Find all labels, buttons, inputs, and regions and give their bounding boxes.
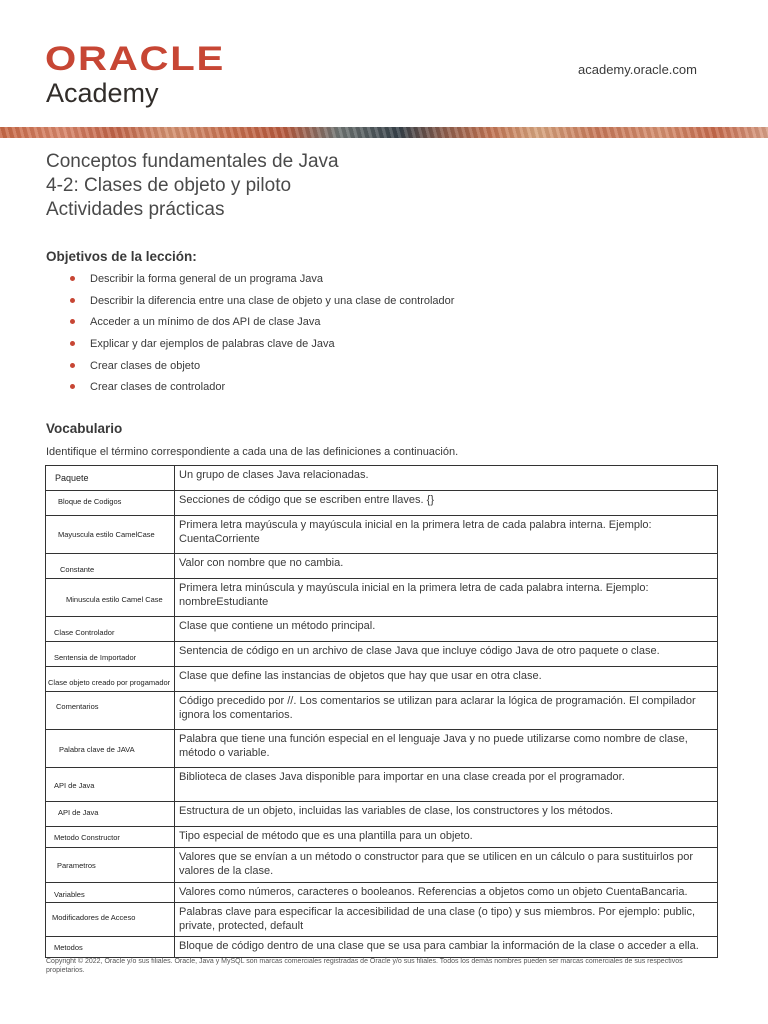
table-row xyxy=(46,903,718,937)
term-cell[interactable]: Variables xyxy=(46,883,175,903)
definition-cell: Sentencia de código en un archivo de clase Java que incluye código Java de otro paquete o clase. xyxy=(175,642,718,667)
term-cell[interactable]: Comentarios xyxy=(46,692,175,730)
bullet-icon xyxy=(70,276,75,281)
copyright-footer: Copyright © 2022, Oracle y/o sus filiales. Oracle, Java y MySQL son marcas comerciales registradas de Oracle y/o sus filiales. Todos los demás nombres pueden ser marcas comerciales de sus respectivos propietarios. xyxy=(46,958,683,974)
vocabulary-heading: Vocabulario xyxy=(46,421,123,436)
vocabulary-instructions: Identifique el término correspondiente a cada una de las definiciones a continuación. xyxy=(46,446,459,458)
table-row xyxy=(46,802,718,827)
table-row xyxy=(46,848,718,883)
definition-cell: Clase que contiene un método principal. xyxy=(175,617,718,642)
term-cell[interactable]: Paquete xyxy=(46,466,175,491)
term-cell[interactable]: Modificadores de Acceso xyxy=(46,903,175,937)
definition-cell: Código precedido por //. Los comentarios se utilizan para aclarar la lógica de programación. El compilador ignora los comentarios. xyxy=(175,692,718,730)
definition-cell: Palabra que tiene una función especial en el lenguaje Java y no puede utilizarse como nombre de clase, método o variable. xyxy=(175,730,718,768)
document-title xyxy=(46,150,339,222)
vocabulary-table xyxy=(45,465,718,958)
table-row xyxy=(46,642,718,667)
term-cell[interactable]: API de Java xyxy=(46,802,175,827)
table-row xyxy=(46,516,718,554)
objective-item: Crear clases de objeto xyxy=(70,359,454,381)
bullet-icon xyxy=(70,363,75,368)
table-row xyxy=(46,617,718,642)
decorative-banner xyxy=(0,127,768,138)
definition-cell: Estructura de un objeto, incluidas las variables de clase, los constructores y los métodos. xyxy=(175,802,718,827)
definition-cell: Valores como números, caracteres o booleanos. Referencias a objetos como un objeto CuentaBancaria. xyxy=(175,883,718,903)
page-header xyxy=(0,0,768,130)
table-row xyxy=(46,937,718,958)
objectives-list xyxy=(70,272,454,402)
objective-item: Explicar y dar ejemplos de palabras clave de Java xyxy=(70,337,454,359)
definition-cell: Biblioteca de clases Java disponible para importar en una clase creada por el programador. xyxy=(175,768,718,802)
bullet-icon xyxy=(70,298,75,303)
table-row xyxy=(46,667,718,692)
title-course: Conceptos fundamentales de Java xyxy=(46,151,339,172)
table-row xyxy=(46,768,718,802)
table-row xyxy=(46,730,718,768)
term-cell[interactable]: API de Java xyxy=(46,768,175,802)
definition-cell: Bloque de código dentro de una clase que se usa para cambiar la información de la clase o acceder a ella. xyxy=(175,937,718,958)
term-cell[interactable]: Minuscula estilo Camel Case xyxy=(46,579,175,617)
term-cell[interactable]: Palabra clave de JAVA xyxy=(46,730,175,768)
definition-cell: Secciones de código que se escriben entre llaves. {} xyxy=(175,491,718,516)
definition-cell: Valor con nombre que no cambia. xyxy=(175,554,718,579)
objective-item: Describir la diferencia entre una clase de objeto y una clase de controlador xyxy=(70,294,454,316)
table-row xyxy=(46,491,718,516)
term-cell[interactable]: Constante xyxy=(46,554,175,579)
definition-cell: Palabras clave para especificar la accesibilidad de una clase (o tipo) y sus miembros. Por ejemplo: public, private, protected, default xyxy=(175,903,718,937)
objective-item: Acceder a un mínimo de dos API de clase Java xyxy=(70,315,454,337)
term-cell[interactable]: Clase Controlador xyxy=(46,617,175,642)
term-cell[interactable]: Sentensia de Importador xyxy=(46,642,175,667)
bullet-icon xyxy=(70,341,75,346)
definition-cell: Un grupo de clases Java relacionadas. xyxy=(175,466,718,491)
term-cell[interactable]: Bloque de Codigos xyxy=(46,491,175,516)
site-url: academy.oracle.com xyxy=(578,62,697,77)
objective-item: Describir la forma general de un programa Java xyxy=(70,272,454,294)
bullet-icon xyxy=(70,384,75,389)
term-cell[interactable]: Metodo Constructor xyxy=(46,827,175,848)
bullet-icon xyxy=(70,319,75,324)
objectives-heading: Objetivos de la lección: xyxy=(46,249,197,264)
academy-logo-text: Academy xyxy=(46,78,159,108)
definition-cell: Tipo especial de método que es una plantilla para un objeto. xyxy=(175,827,718,848)
term-cell[interactable]: Parametros xyxy=(46,848,175,883)
term-cell[interactable]: Mayuscula estilo CamelCase xyxy=(46,516,175,554)
definition-cell: Primera letra mayúscula y mayúscula inicial en la primera letra de cada palabra interna. Ejemplo: CuentaCorriente xyxy=(175,516,718,554)
table-row xyxy=(46,692,718,730)
table-row xyxy=(46,579,718,617)
table-row xyxy=(46,466,718,491)
term-cell[interactable]: Clase objeto creado por progamador xyxy=(46,667,175,692)
table-row xyxy=(46,883,718,903)
objective-item: Crear clases de controlador xyxy=(70,380,454,402)
title-lesson: 4-2: Clases de objeto y piloto xyxy=(46,175,292,196)
definition-cell: Valores que se envían a un método o constructor para que se utilicen en un cálculo o para sustituirlos por valores de la clase. xyxy=(175,848,718,883)
table-row xyxy=(46,554,718,579)
table-row xyxy=(46,827,718,848)
oracle-logo: ORACLE xyxy=(45,40,226,78)
definition-cell: Primera letra minúscula y mayúscula inicial en la primera letra de cada palabra interna. Ejemplo: nombreEstudiante xyxy=(175,579,718,617)
term-cell[interactable]: Metodos xyxy=(46,937,175,958)
definition-cell: Clase que define las instancias de objetos que hay que usar en otra clase. xyxy=(175,667,718,692)
title-activity: Actividades prácticas xyxy=(46,199,225,220)
